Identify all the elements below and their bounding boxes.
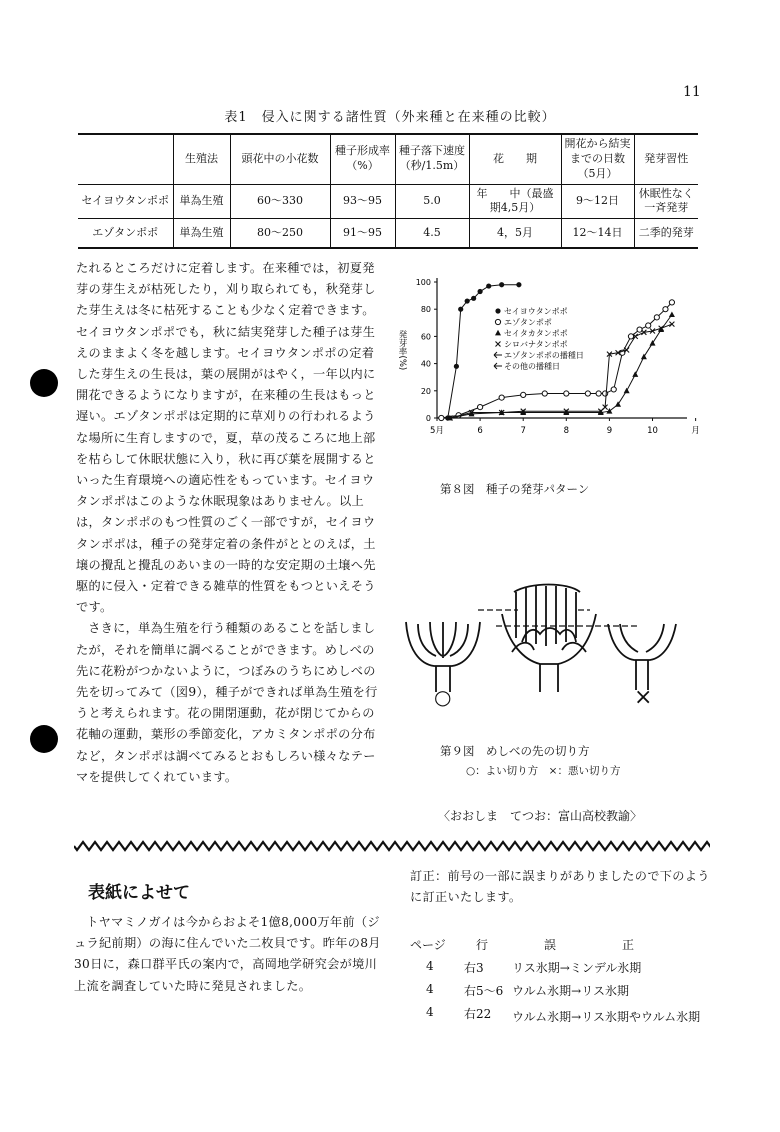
table-header-cell: 花 期 xyxy=(469,134,561,184)
fig9-caption: 第９図 めしべの先の切り方 xyxy=(440,744,590,758)
legend-label: エゾタンポポ xyxy=(504,318,552,327)
data-point xyxy=(564,391,569,396)
cover-text: トヤマミノガイは今からおよそ1億8,000万年前（ジュラ紀前期）の海に住んでいた二枚貝です。昨年の8月30日に，森口群平氏の案内で，高岡地学研究会が境川上流を調査していた時に発見されました。 xyxy=(74,915,381,993)
data-point xyxy=(516,282,521,287)
table-cell: 4.5 xyxy=(395,219,469,249)
x-tick-label: 月 xyxy=(691,426,700,436)
table-cell: エゾタンポポ xyxy=(78,219,173,249)
author-credit: 〈おおしま てつお：富山高校教諭〉 xyxy=(438,809,643,823)
correction-table xyxy=(410,936,710,1051)
table-header-cell xyxy=(78,134,173,184)
legend-label: セイタカタンポポ xyxy=(504,329,568,338)
series-line xyxy=(441,302,672,418)
bad-mark: × xyxy=(634,685,653,710)
y-axis-label: 発芽率(%) xyxy=(397,330,407,371)
binder-hole xyxy=(30,369,58,397)
data-point xyxy=(596,391,601,396)
data-point xyxy=(663,307,668,312)
table-cell: 5.0 xyxy=(395,184,469,219)
data-point xyxy=(439,415,444,420)
fig8-caption: 第８図 種子の発芽パターン xyxy=(440,482,590,496)
data-point xyxy=(499,395,504,400)
table-cell: 年 中（最盛期4,5月） xyxy=(469,184,561,219)
legend-label: エゾタンポポの播種日 xyxy=(504,351,584,360)
data-point xyxy=(478,289,483,294)
data-point xyxy=(669,300,674,305)
y-tick-label: 100 xyxy=(415,278,431,287)
table-header-cell: 発芽習性 xyxy=(634,134,698,184)
table-header-cell: 開花から結実までの日数（5月） xyxy=(561,134,634,184)
corr-page: 4 xyxy=(426,1005,434,1019)
table-header-cell: 種子形成率（%） xyxy=(330,134,395,184)
table-header-cell: 種子落下速度（秒/1.5m） xyxy=(395,134,469,184)
data-point xyxy=(669,322,674,327)
table-header-cell: 頭花中の小花数 xyxy=(230,134,330,184)
data-point xyxy=(632,371,638,377)
corr-text: ウルム氷期→リス氷期やウルム氷期 xyxy=(512,1010,701,1024)
data-point xyxy=(650,340,656,346)
table-cell: 12～14日 xyxy=(561,219,634,249)
legend-arrow xyxy=(494,363,502,369)
x-tick-label: 10 xyxy=(647,426,658,436)
data-point xyxy=(637,327,642,332)
data-point xyxy=(521,392,526,397)
x-tick-label: 7 xyxy=(520,426,526,436)
data-point xyxy=(585,391,590,396)
table-cell: 91～95 xyxy=(330,219,395,249)
data-point xyxy=(458,307,463,312)
data-point xyxy=(641,354,647,360)
legend-label: その他の播種日 xyxy=(504,362,560,371)
table-cell: 二季的発芽 xyxy=(634,219,698,249)
x-tick-label: 9 xyxy=(606,426,613,436)
data-point xyxy=(454,364,459,369)
paragraph: たれるところだけに定着します。在来種では，初夏発芽の芽生えが枯死したり，刈り取られても，秋発芽した芽生えは冬に枯死することも少なく定着できます。セイヨウタンポポでも，秋に結実発芽した種子は芽生えのままよく冬を越します。セイヨウタンポポの定着した芽生えの生長は，葉の展開がはやく，一年以内に開花できるようになりますが，在来種の生長はもっと遅い。エゾタンポポは定期的に草刈りの行われるような場所に生育しますので，夏，草の茂るころに地上部を枯らして休眠状態に入り，秋に再び葉を展開するといった生育環境への適応性をもっています。セイヨウタンポポはこのような休眠現象はありません。以上は，タンポポのもつ性質のごく一部ですが，セイヨウタンポポは，種子の発芽定着の条件がととのえば，土壌の攪乱と攪乱のあいまの一時的な安定期の土壌へ先駆的に侵入・定着できる雑草的性質をもつといえそうです。 xyxy=(76,261,376,615)
good-mark: ○ xyxy=(434,685,452,709)
y-tick-label: 20 xyxy=(420,386,431,396)
data-point xyxy=(624,388,630,394)
data-point xyxy=(646,323,651,328)
table-cell: 80～250 xyxy=(230,219,330,249)
cover-heading: 表紙によせて xyxy=(88,883,190,903)
page-number: 11 xyxy=(683,84,701,100)
legend-arrow xyxy=(494,352,502,358)
corr-header: 正 xyxy=(622,938,635,952)
fig9-subcaption: ○：よい切り方 ×：悪い切り方 xyxy=(466,765,621,777)
legend-label: セイヨウタンポポ xyxy=(504,307,568,316)
corr-line: 右3 xyxy=(464,961,484,975)
data-point xyxy=(465,298,470,303)
corr-header: ページ xyxy=(410,938,446,952)
table-cell: 4，5月 xyxy=(469,219,561,249)
table-cell: 単為生殖 xyxy=(173,219,230,249)
data-point xyxy=(495,330,501,336)
data-point xyxy=(603,391,608,396)
data-point xyxy=(496,342,501,347)
corr-line: 右5～6 xyxy=(464,984,504,998)
data-point xyxy=(611,387,616,392)
y-tick-label: 60 xyxy=(420,332,431,342)
y-tick-label: 40 xyxy=(420,359,431,369)
binder-hole xyxy=(30,725,58,753)
section-divider xyxy=(74,840,710,852)
data-point xyxy=(495,308,500,313)
comparison-table xyxy=(78,133,698,249)
paragraph: さきに，単為生殖を行う種類のあることを話しましたが，それを簡単に調べることができます。めしべの先に花粉がつかないように，つぼみのうちにめしべの先を切ってみて（図9），種子ができれば単為生殖を行うと考えられます。花の開閉運動，花が閉じてからの花軸の運動，葉形の季節変化，アカミタンポポの分布など，タンポポは調べてみるとおもしろい様々なテーマを提供してくれています。 xyxy=(76,621,378,784)
corr-line: 右22 xyxy=(464,1007,492,1021)
corr-page: 4 xyxy=(426,982,434,996)
series-line xyxy=(450,324,672,418)
corr-text: ウルム氷期→リス氷期 xyxy=(512,984,629,998)
data-point xyxy=(542,391,547,396)
legend-label: シロバナタンポポ xyxy=(504,340,568,349)
data-point xyxy=(478,405,483,410)
x-tick-label: 8 xyxy=(563,426,570,436)
series-open-circle xyxy=(439,300,675,421)
correction-intro: 訂正：前号の一部に誤まりがありましたので下のように訂正いたします。 xyxy=(410,869,710,905)
table-cell: 60～330 xyxy=(230,184,330,219)
table-caption: 表1 侵入に関する諸性質（外来種と在来種の比較） xyxy=(224,110,556,125)
pistil-cut-diagram xyxy=(400,580,710,710)
x-tick-label: 5月 xyxy=(430,426,444,436)
table-cell: セイヨウタンポポ xyxy=(78,184,173,219)
main-text xyxy=(76,258,386,788)
data-point xyxy=(624,348,629,353)
data-point xyxy=(471,296,476,301)
data-point xyxy=(499,282,504,287)
corr-text: リス氷期→ミンデル氷期 xyxy=(512,961,642,975)
table-header-cell: 生殖法 xyxy=(173,134,230,184)
data-point xyxy=(615,401,621,407)
data-point xyxy=(654,315,659,320)
y-tick-label: 80 xyxy=(420,305,431,315)
table-cell: 9～12日 xyxy=(561,184,634,219)
germination-chart xyxy=(392,270,712,450)
x-tick-label: 6 xyxy=(477,426,483,436)
corr-page: 4 xyxy=(426,959,434,973)
table-cell: 休眠性なく一斉発芽 xyxy=(634,184,698,219)
corr-header: 行 xyxy=(476,938,489,952)
corr-header: 誤 xyxy=(544,938,557,952)
data-point xyxy=(669,311,675,317)
data-point xyxy=(486,283,491,288)
table-cell: 単為生殖 xyxy=(173,184,230,219)
table-cell: 93～95 xyxy=(330,184,395,219)
y-tick-label: 0 xyxy=(425,414,431,423)
data-point xyxy=(495,319,500,324)
